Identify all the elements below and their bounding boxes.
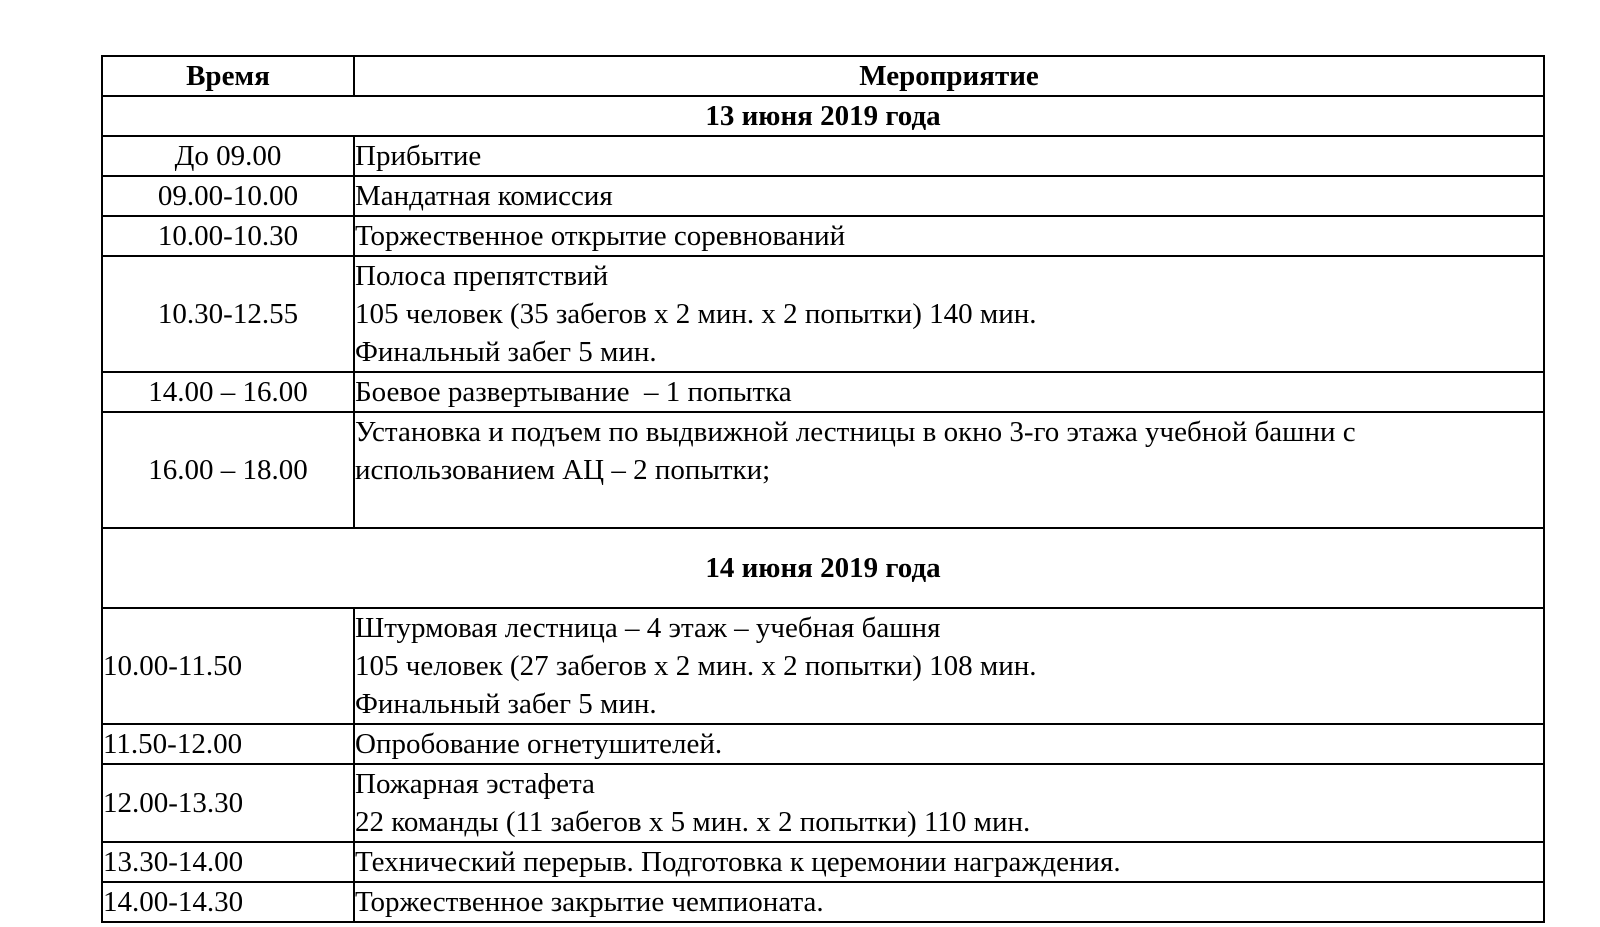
event-cell [354, 216, 1544, 256]
event-line: Установка и подъем по выдвижной лестницы в окно 3-го этажа учебной башни с использованием АЦ – 2 попытки; [355, 416, 1356, 486]
time-cell: 11.50-12.00 [102, 724, 354, 764]
event-cell [354, 256, 1544, 372]
event-line: 105 человек (35 забегов х 2 мин. х 2 попытки) 140 мин. [355, 298, 1037, 330]
table-row [102, 882, 1544, 922]
date-row-day2 [102, 528, 1544, 608]
table-row [102, 608, 1544, 724]
event-cell [354, 372, 1544, 412]
table-row [102, 216, 1544, 256]
event-line: Финальный забег 5 мин. [355, 336, 657, 368]
event-line: Финальный забег 5 мин. [355, 688, 657, 720]
table-row [102, 724, 1544, 764]
time-cell: 10.00-10.30 [102, 216, 354, 256]
date-day2: 14 июня 2019 года [102, 528, 1544, 608]
time-cell: 09.00-10.00 [102, 176, 354, 216]
time-cell: 12.00-13.30 [102, 764, 354, 842]
event-line: Торжественное закрытие чемпионата. [355, 886, 824, 918]
date-row-day1 [102, 96, 1544, 136]
event-cell [354, 882, 1544, 922]
table-row [102, 176, 1544, 216]
event-cell [354, 136, 1544, 176]
event-line: 105 человек (27 забегов х 2 мин. х 2 попытки) 108 мин. [355, 650, 1037, 682]
event-line: Штурмовая лестница – 4 этаж – учебная башня [355, 612, 941, 644]
header-event: Мероприятие [354, 56, 1544, 96]
table-row [102, 372, 1544, 412]
table-row [102, 256, 1544, 372]
time-cell: 13.30-14.00 [102, 842, 354, 882]
event-cell [354, 608, 1544, 724]
event-cell [354, 764, 1544, 842]
event-line: Полоса препятствий [355, 260, 609, 292]
event-cell [354, 724, 1544, 764]
event-line: Торжественное открытие соревнований [355, 220, 846, 252]
event-line: 22 команды (11 забегов х 5 мин. х 2 попытки) 110 мин. [355, 806, 1031, 838]
time-cell: До 09.00 [102, 136, 354, 176]
header-time: Время [102, 56, 354, 96]
header-row [102, 56, 1544, 96]
table-row [102, 842, 1544, 882]
event-line: Опробование огнетушителей. [355, 728, 723, 760]
event-line: Боевое развертывание – 1 попытка [355, 376, 792, 408]
time-cell: 14.00 – 16.00 [102, 372, 354, 412]
event-cell [354, 842, 1544, 882]
table-row [102, 764, 1544, 842]
table-row [102, 136, 1544, 176]
time-cell: 14.00-14.30 [102, 882, 354, 922]
event-cell [354, 412, 1544, 528]
event-line: Пожарная эстафета [355, 768, 595, 800]
time-cell: 16.00 – 18.00 [102, 412, 354, 528]
event-line: Мандатная комиссия [355, 180, 613, 212]
event-cell [354, 176, 1544, 216]
time-cell: 10.30-12.55 [102, 256, 354, 372]
date-day1: 13 июня 2019 года [102, 96, 1544, 136]
schedule-table [101, 55, 1545, 923]
event-line: Технический перерыв. Подготовка к церемонии награждения. [355, 846, 1121, 878]
table-row [102, 412, 1544, 528]
event-line: Прибытие [355, 140, 482, 172]
time-cell: 10.00-11.50 [102, 608, 354, 724]
